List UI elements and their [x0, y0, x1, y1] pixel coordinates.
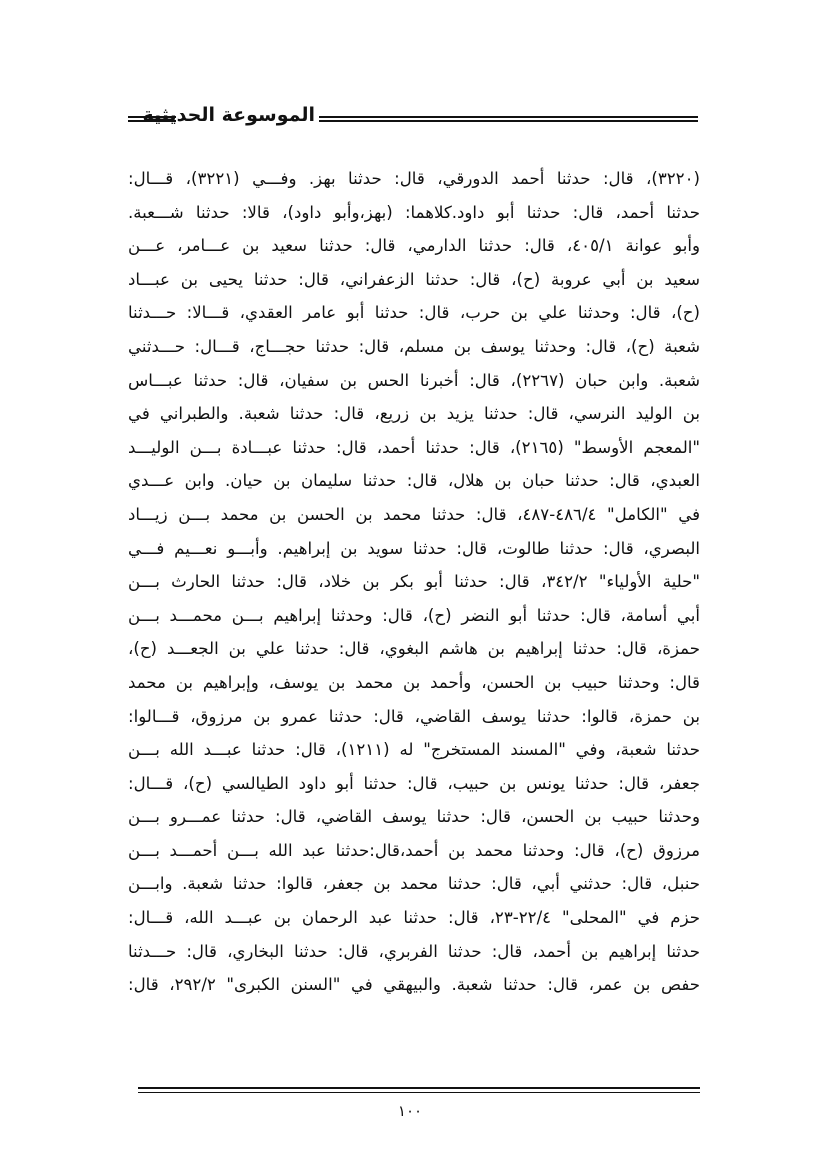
text-line: (٣٢٢٠)، قال: حدثنا أحمد الدورقي، قال: حدثنا بهز. وفـــي (٣٢٢١)، قـــال:	[128, 169, 700, 188]
header-rule-left	[128, 116, 176, 122]
text-line: حفص بن عمر، قال: حدثنا شعبة. والبيهقي في "السنن الكبرى" ٢٩٢/٢، قال:	[128, 975, 700, 995]
text-line: البصري، قال: حدثنا طالوت، قال: حدثنا سويد بن إبراهيم. وأبـــو نعـــيم فـــي	[128, 538, 700, 558]
text-line: حمزة، قال: حدثنا إبراهيم بن هاشم البغوي، قال: حدثنا علي بن الجعـــد (ح)،	[128, 639, 700, 659]
text-line: أبي أسامة، قال: حدثنا أبو النضر (ح)، قال: وحدثنا إبراهيم بـــن محمـــد بـــن	[128, 605, 700, 625]
header-rule-right	[313, 116, 698, 122]
text-line: وأبو عوانة ٤٠٥/١، قال: حدثنا الدارمي، قال: حدثنا سعيد بن عـــامر، عـــن	[128, 236, 700, 256]
text-line: حدثنا إبراهيم بن أحمد، قال: حدثنا الفربري، قال: حدثنا البخاري، قال: حـــدثنا	[128, 941, 700, 961]
text-line: شعبة. وابن حبان (٢٢٦٧)، قال: أخبرنا الحس بن سفيان، قال: حدثنا عبـــاس	[128, 370, 700, 390]
text-line: حزم في "المحلى" ٢٢/٤-٢٣، قال: حدثنا عبد الرحمان بن عبـــد الله، قـــال:	[128, 908, 700, 928]
text-line: (ح)، قال: وحدثنا علي بن حرب، قال: حدثنا أبو عامر العقدي، قـــالا: حـــدثنا	[128, 303, 700, 323]
text-line: سعيد بن أبي عروبة (ح)، قال: حدثنا الزعفراني، قال: حدثنا يحيى بن عبـــاد	[128, 269, 700, 289]
page-number: ١٠٠	[397, 1102, 423, 1120]
body-text	[128, 162, 700, 1002]
text-line: "المعجم الأوسط" (٢١٦٥)، قال: حدثنا أحمد، قال: حدثنا عبـــادة بـــن الوليـــد	[128, 437, 700, 457]
text-line: في "الكامل" ٤٨٦/٤-٤٨٧، قال: حدثنا محمد بن الحسن بن محمد بـــن زيـــاد	[128, 504, 700, 524]
header-title: الموسوعة الحديثية	[139, 102, 320, 128]
footer-rule-thin	[138, 1092, 700, 1093]
footer-rule-thick	[138, 1087, 700, 1089]
running-header	[128, 104, 698, 132]
text-line: مرزوق (ح)، قال: وحدثنا محمد بن أحمد،قال:حدثنا عبد الله بـــن أحمـــد بـــن	[128, 840, 700, 860]
text-line: بن الوليد النرسي، قال: حدثنا يزيد بن زريع، قال: حدثنا شعبة. والطبراني في	[128, 404, 700, 424]
text-line: وحدثنا حبيب بن الحسن، قال: حدثنا يوسف القاضي، قال: حدثنا عمـــرو بـــن	[128, 807, 700, 827]
text-line: جعفر، قال: حدثنا يونس بن حبيب، قال: حدثنا أبو داود الطيالسي (ح)، قـــال:	[128, 773, 700, 793]
text-line: حدثنا شعبة، وفي "المسند المستخرج" له (١٢١١)، قال: حدثنا عبـــد الله بـــن	[128, 740, 700, 760]
text-line: العبدي، قال: حدثنا حبان بن هلال، قال: حدثنا سليمان بن حيان. وابن عـــدي	[128, 471, 700, 491]
text-line: حدثنا أحمد، قال: حدثنا أبو داود.كلاهما: (بهز،وأبو داود)، قالا: حدثنا شـــعبة.	[128, 202, 700, 222]
text-line: بن حمزة، قالوا: حدثنا يوسف القاضي، قال: حدثنا عمرو بن مرزوق، قـــالوا:	[128, 706, 700, 726]
text-line: قال: وحدثنا حبيب بن الحسن، وأحمد بن محمد بن يوسف، وإبراهيم بن محمد	[128, 672, 700, 692]
text-line: "حلية الأولياء" ٣٤٢/٢، قال: حدثنا أبو بكر بن خلاد، قال: حدثنا الحارث بـــن	[128, 572, 701, 592]
text-line: حنبل، قال: حدثني أبي، قال: حدثنا محمد بن جعفر، قالوا: حدثنا شعبة. وابـــن	[128, 874, 700, 894]
text-line: شعبة (ح)، قال: وحدثنا يوسف بن مسلم، قال: حدثنا حجـــاج، قـــال: حـــدثني	[128, 336, 700, 356]
